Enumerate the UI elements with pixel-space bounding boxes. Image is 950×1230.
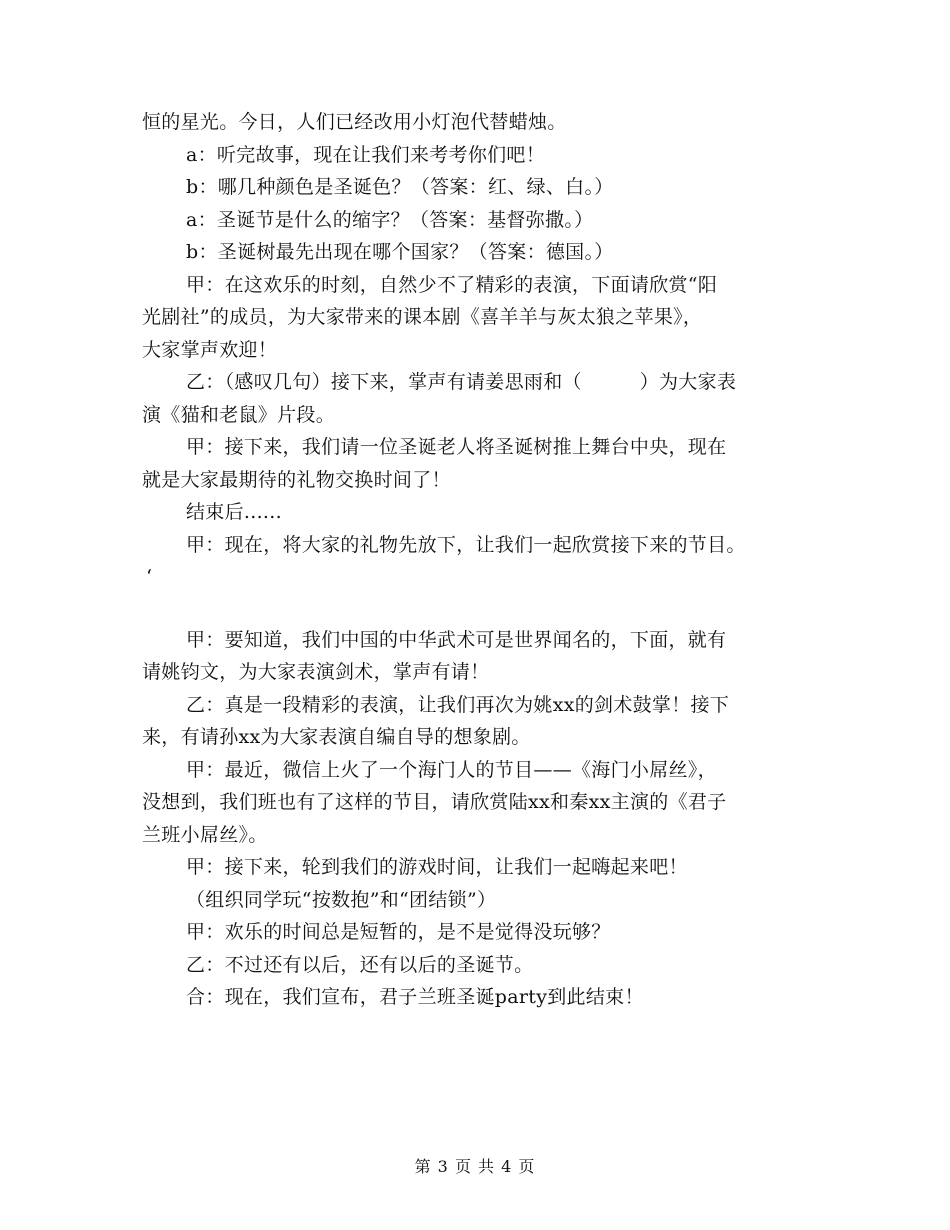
page-footer: 第 3 页 共 4 页 (414, 1157, 536, 1176)
text-line: 乙：（感叹几句）接下来，掌声有请姜思雨和（ ）为大家表 (186, 371, 737, 393)
text-line: 甲：要知道，我们中国的中华武术可是世界闻名的，下面，就有 (186, 628, 727, 651)
text-line: 乙：真是一段精彩的表演，让我们再次为姚xx的剑术鼓掌！接下 (186, 693, 730, 716)
text-line: 甲：接下来，我们请一位圣诞老人将圣诞树推上舞台中央，现在 (186, 436, 727, 458)
text-line: 来，有请孙xx为大家表演自编自导的想象剧。 (142, 726, 531, 748)
stray-quote-mark: ‘ (146, 566, 153, 588)
text-line: 甲：接下来，轮到我们的游戏时间，让我们一起嗨起来吧！ (186, 856, 688, 878)
text-line: 甲：现在，将大家的礼物先放下，让我们一起欣赏接下来的节目。 (186, 533, 746, 556)
text-line: a：圣诞节是什么的缩字？（答案：基督弥撒。） (186, 208, 594, 231)
text-line: b：哪几种颜色是圣诞色？（答案：红、绿、白。） (186, 176, 614, 198)
text-line: 光剧社”的成员，为大家带来的课本剧《喜羊羊与灰太狼之苹果》， (142, 306, 703, 328)
text-line: 合：现在，我们宣布，君子兰班圣诞party到此结束！ (186, 986, 644, 1008)
text-line: 没想到，我们班也有了这样的节目，请欣赏陆xx和秦xx主演的《君子 (142, 791, 727, 813)
text-line: a：听完故事，现在让我们来考考你们吧！ (186, 143, 546, 166)
text-line: 兰班小屌丝》。 (142, 823, 268, 846)
text-line: 甲：最近，微信上火了一个海门人的节目——《海门小屌丝》， (186, 758, 717, 781)
text-line: 甲：在这欢乐的时刻，自然少不了精彩的表演，下面请欣赏“阳 (186, 273, 718, 296)
text-line: 乙：不过还有以后，还有以后的圣诞节。 (186, 953, 534, 976)
text-line: 结束后...... (186, 501, 282, 523)
text-line: （组织同学玩“按数抱”和“团结锁”） (186, 888, 497, 911)
text-line: 甲：欢乐的时间总是短暂的，是不是觉得没玩够？ (186, 921, 611, 943)
text-line: 请姚钧文，为大家表演剑术，掌声有请！ (142, 661, 490, 683)
text-line: 大家掌声欢迎！ (142, 338, 278, 361)
text-line: 恒的星光。今日，人们已经改用小灯泡代替蜡烛。 (142, 111, 567, 133)
text-line: 就是大家最期待的礼物交换时间了！ (142, 468, 451, 491)
text-line: b：圣诞树最先出现在哪个国家？（答案：德国。） (186, 241, 614, 263)
document-body (142, 106, 812, 1014)
text-line: 演《猫和老鼠》片段。 (142, 403, 336, 426)
